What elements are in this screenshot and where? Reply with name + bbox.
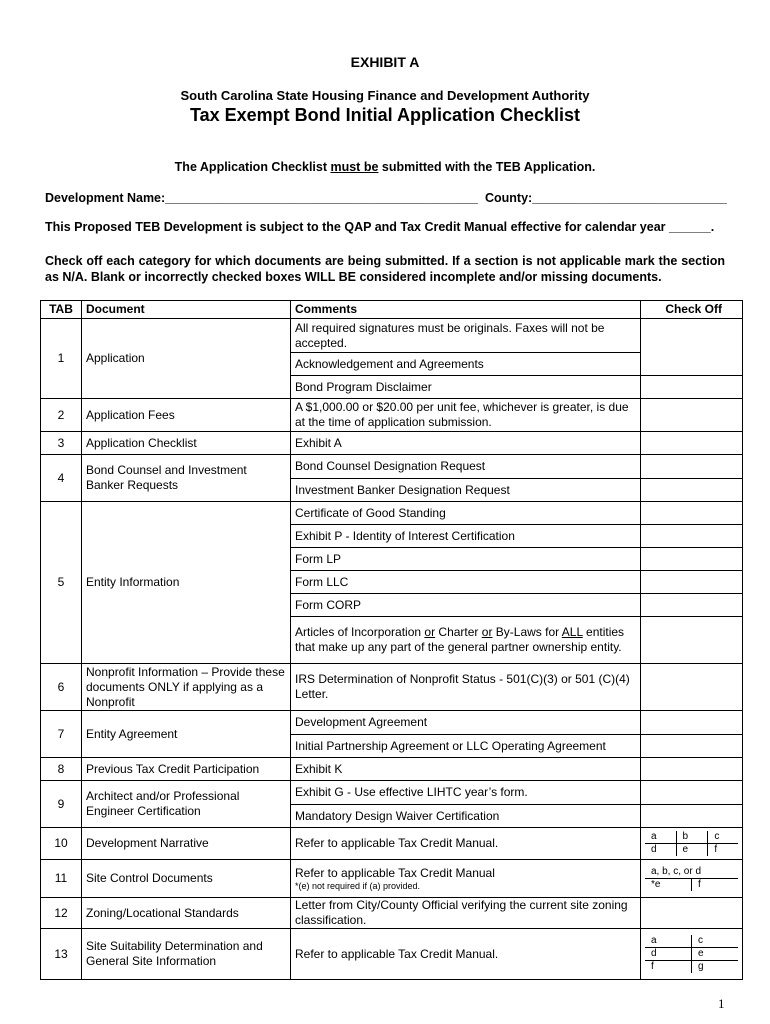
check-off-box[interactable] [641, 432, 743, 455]
comment: Initial Partnership Agreement or LLC Operating Agreement [291, 735, 641, 758]
check-box-d[interactable]: d [645, 948, 692, 961]
check-off-box[interactable] [641, 781, 743, 805]
tab-number: 7 [41, 711, 82, 758]
document-name: Bond Counsel and Investment Banker Requests [82, 455, 291, 502]
table-row [41, 828, 743, 860]
submission-note-post: submitted with the TEB Application. [378, 160, 596, 174]
check-off-grid [641, 860, 743, 898]
document-name: Zoning/Locational Standards [82, 898, 291, 929]
comment: Investment Banker Designation Request [291, 479, 641, 502]
comment-note: *(e) not required if (a) provided. [295, 880, 421, 891]
check-off-box[interactable] [641, 399, 743, 432]
comment: IRS Determination of Nonprofit Status - 501(C)(3) or 501 (C)(4) Letter. [291, 664, 641, 711]
county-field[interactable]: County:____________________________ [485, 191, 727, 205]
check-box-a[interactable]: a [645, 831, 676, 844]
tab-number: 12 [41, 898, 82, 929]
col-header-check-off: Check Off [641, 301, 743, 319]
table-row [41, 781, 743, 805]
check-off-box[interactable] [641, 594, 743, 617]
check-box-d[interactable]: d [645, 844, 676, 857]
document-name: Entity Agreement [82, 711, 291, 758]
check-off-box[interactable] [641, 548, 743, 571]
comment: Refer to applicable Tax Credit Manual. [291, 929, 641, 980]
calendar-year-statement: This Proposed TEB Development is subject to the QAP and Tax Credit Manual effective for calendar year ______. [45, 220, 715, 234]
comment: Bond Counsel Designation Request [291, 455, 641, 479]
table-header-row [41, 301, 743, 319]
development-name-field[interactable]: Development Name:_____________________________________________ [45, 191, 479, 205]
comment: A $1,000.00 or $20.00 per unit fee, whichever is greater, is due at the time of application submission. [291, 399, 641, 432]
table-row [41, 711, 743, 735]
document-name: Application [82, 319, 291, 399]
comment-text: Refer to applicable Tax Credit Manual [295, 865, 495, 880]
col-header-tab: TAB [41, 301, 82, 319]
table-row [41, 432, 743, 455]
check-box-e[interactable]: *e [645, 879, 692, 892]
comment: Letter from City/County Official verifying the current site zoning classification. [291, 898, 641, 929]
check-off-box[interactable] [641, 571, 743, 594]
checklist-table [40, 300, 743, 980]
check-off-box[interactable] [641, 805, 743, 828]
document-name: Previous Tax Credit Participation [82, 758, 291, 781]
check-off-subgrid [645, 831, 738, 856]
check-box-f[interactable]: f [708, 844, 738, 857]
table-row [41, 399, 743, 432]
comment: Certificate of Good Standing [291, 502, 641, 525]
col-header-document: Document [82, 301, 291, 319]
comment [291, 860, 641, 898]
comment: Bond Program Disclaimer [291, 376, 641, 399]
tab-number: 1 [41, 319, 82, 399]
comment: All required signatures must be originals. Faxes will not be accepted. [291, 319, 641, 353]
comment: Form LLC [291, 571, 641, 594]
table-row [41, 929, 743, 980]
comment: Exhibit P - Identity of Interest Certification [291, 525, 641, 548]
tab-number: 11 [41, 860, 82, 898]
comment: Form LP [291, 548, 641, 571]
comment: Mandatory Design Waiver Certification [291, 805, 641, 828]
check-box-e[interactable]: e [676, 844, 708, 857]
table-row [41, 758, 743, 781]
document-name: Site Suitability Determination and General Site Information [82, 929, 291, 980]
table-row [41, 664, 743, 711]
tab-number: 5 [41, 502, 82, 664]
document-name: Nonprofit Information – Provide these documents ONLY if applying as a Nonprofit [82, 664, 291, 711]
check-off-box[interactable] [641, 758, 743, 781]
tab-number: 3 [41, 432, 82, 455]
check-box-g[interactable]: g [692, 961, 739, 974]
check-off-subgrid [645, 935, 738, 973]
document-name: Development Narrative [82, 828, 291, 860]
document-name: Site Control Documents [82, 860, 291, 898]
check-box-c[interactable]: c [708, 831, 738, 844]
check-off-box[interactable] [641, 455, 743, 479]
comment: Exhibit G - Use effective LIHTC year’s form. [291, 781, 641, 805]
document-name: Application Fees [82, 399, 291, 432]
submission-note-emphasis: must be [330, 160, 379, 174]
tab-number: 4 [41, 455, 82, 502]
tab-number: 8 [41, 758, 82, 781]
check-off-box[interactable] [641, 525, 743, 548]
check-off-grid [641, 828, 743, 860]
page-title: Tax Exempt Bond Initial Application Checklist [189, 105, 581, 125]
page-number: 1 [718, 996, 725, 1011]
check-box-c[interactable]: c [692, 935, 739, 948]
check-box-abcd[interactable]: a, b, c, or d [645, 866, 738, 879]
check-box-f[interactable]: f [692, 879, 739, 892]
col-header-comments: Comments [291, 301, 641, 319]
comment: Form CORP [291, 594, 641, 617]
instructions: Check off each category for which documents are being submitted. If a section is not applicable mark the section as N/A. Blank or incorrectly checked boxes WILL BE considered incomplete and/or missing documents. [45, 254, 725, 284]
check-off-box[interactable] [641, 319, 743, 376]
table-row [41, 319, 743, 353]
comment: Refer to applicable Tax Credit Manual. [291, 828, 641, 860]
comment: Exhibit A [291, 432, 641, 455]
check-off-box[interactable] [641, 617, 743, 664]
check-off-subgrid [645, 866, 738, 891]
authority-name: South Carolina State Housing Finance and Development Authority [180, 88, 590, 103]
check-off-box[interactable] [641, 376, 743, 399]
comment: Development Agreement [291, 711, 641, 735]
check-off-grid [641, 929, 743, 980]
exhibit-label: EXHIBIT A [350, 54, 420, 70]
comment: Exhibit K [291, 758, 641, 781]
tab-number: 6 [41, 664, 82, 711]
table-row [41, 502, 743, 525]
submission-note [0, 160, 770, 174]
tab-number: 9 [41, 781, 82, 828]
check-off-box[interactable] [641, 898, 743, 929]
document-name: Architect and/or Professional Engineer Certification [82, 781, 291, 828]
tab-number: 10 [41, 828, 82, 860]
check-box-e[interactable]: e [692, 948, 739, 961]
submission-note-pre: The Application Checklist [174, 160, 331, 174]
tab-number: 13 [41, 929, 82, 980]
table-row [41, 455, 743, 479]
check-box-a[interactable]: a [645, 935, 692, 948]
check-off-box[interactable] [641, 711, 743, 735]
check-box-f[interactable]: f [645, 961, 692, 974]
document-name: Application Checklist [82, 432, 291, 455]
comment: Articles of Incorporation or Charter or By-Laws for ALL entities that make up any part of the general partner ownership entity. [291, 617, 641, 664]
check-off-box[interactable] [641, 479, 743, 502]
check-off-box[interactable] [641, 735, 743, 758]
check-box-b[interactable]: b [676, 831, 708, 844]
document-name: Entity Information [82, 502, 291, 664]
check-off-box[interactable] [641, 502, 743, 525]
comment: Acknowledgement and Agreements [291, 353, 641, 376]
table-row [41, 898, 743, 929]
table-row [41, 860, 743, 898]
tab-number: 2 [41, 399, 82, 432]
check-off-box[interactable] [641, 664, 743, 711]
